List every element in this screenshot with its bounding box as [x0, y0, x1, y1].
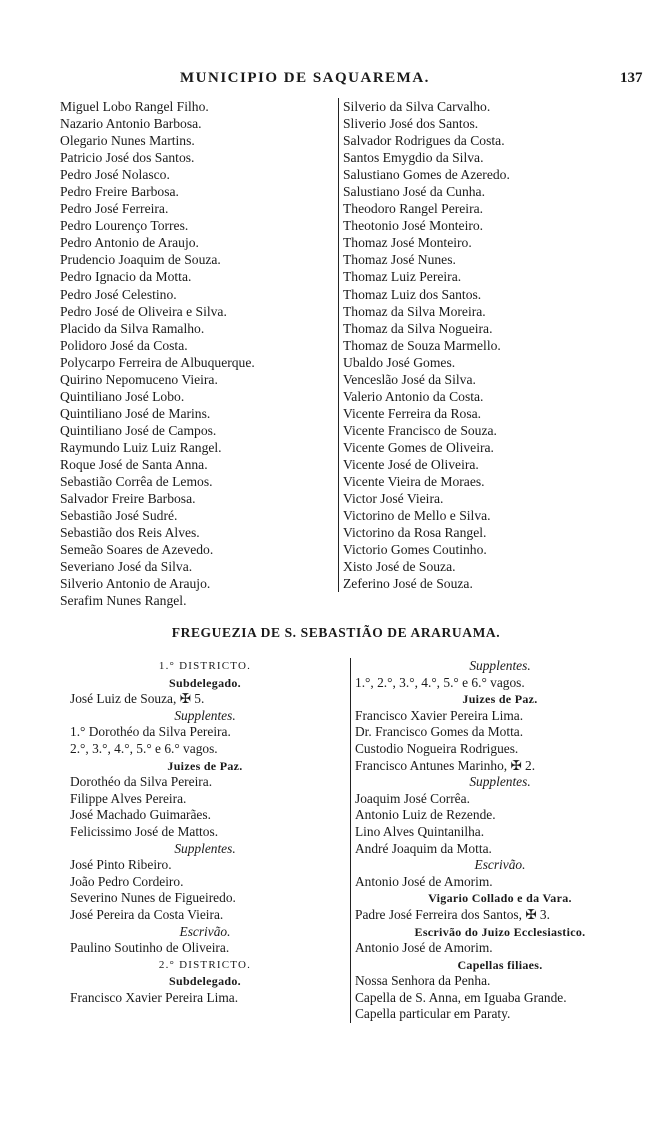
list-item: Capella particular em Paraty. — [355, 1006, 511, 1022]
list-item: Francisco Antunes Marinho, ✠ 2. — [355, 757, 536, 773]
subsection-heading: Supplentes. — [174, 707, 236, 723]
district-heading: 2.° DISTRICTO. — [158, 958, 252, 971]
subsection-heading: Supplentes. — [469, 774, 531, 790]
running-header — [0, 70, 672, 90]
list-item: Vicente Ferreira da Rosa. — [343, 405, 482, 421]
section-heading: Capellas filiaes. — [457, 957, 543, 972]
list-item: Polidoro José da Costa. — [60, 337, 188, 353]
list-item: Victorino de Mello e Silva. — [343, 508, 491, 524]
list-item: Sebastião dos Reis Alves. — [60, 525, 200, 541]
district-column-right — [350, 658, 645, 1023]
section-heading: Subdelegado. — [169, 974, 241, 989]
list-item: Thomaz da Silva Moreira. — [343, 303, 486, 319]
section-title: FREGUEZIA DE S. SEBASTIÃO DE ARARUAMA. — [171, 625, 501, 640]
list-item: Placido da Silva Ramalho. — [60, 320, 205, 336]
list-item: Nossa Senhora da Penha. — [355, 973, 491, 989]
district-heading: 1.° DISTRICTO. — [158, 660, 252, 672]
list-item: Thomaz Luiz dos Santos. — [343, 286, 482, 302]
section-heading: Subdelegado. — [169, 675, 241, 690]
list-item: Theodoro Rangel Pereira. — [343, 201, 484, 217]
list-item: Salvador Freire Barbosa. — [60, 491, 196, 507]
list-item: José Luiz de Souza, ✠ 5. — [70, 691, 205, 707]
list-item: André Joaquim da Motta. — [355, 840, 492, 856]
list-item: Felicissimo José de Mattos. — [70, 823, 219, 839]
names-column-left — [60, 98, 328, 609]
list-item: Raymundo Luiz Luiz Rangel. — [60, 439, 222, 455]
list-item: Thomaz da Silva Nogueira. — [343, 320, 493, 336]
list-item: José Pereira da Costa Vieira. — [70, 906, 224, 922]
list-item: Vicente Vieira de Moraes. — [343, 474, 485, 490]
list-item: Thomaz José Nunes. — [343, 252, 456, 268]
list-item: Francisco Xavier Pereira Lima. — [70, 989, 239, 1005]
list-item: Olegario Nunes Martins. — [60, 133, 195, 149]
list-item: Vicente José de Oliveira. — [343, 456, 479, 472]
list-item: 1.°, 2.°, 3.°, 4.°, 5.° e 6.° vagos. — [355, 674, 525, 690]
names-column-right — [338, 98, 633, 592]
list-item: Victorio Gomes Coutinho. — [343, 542, 487, 558]
list-item: Pedro Antonio de Araujo. — [60, 235, 199, 251]
list-item: Severino Nunes de Figueiredo. — [70, 890, 236, 906]
list-item: Valerio Antonio da Costa. — [343, 388, 484, 404]
list-item: Sebastião José Sudré. — [60, 508, 178, 524]
section-heading: Vigario Collado e da Vara. — [428, 891, 572, 906]
list-item: Quintiliano José Lobo. — [60, 388, 185, 404]
list-item: Salvador Rodrigues da Costa. — [343, 133, 505, 149]
district-column-left — [70, 658, 340, 1006]
list-item: Pedro Ignacio da Motta. — [60, 269, 192, 285]
list-item: Semeão Soares de Azevedo. — [60, 542, 214, 558]
page-header-title: MUNICIPIO DE SAQUAREMA. — [180, 70, 430, 86]
list-item: Silverio Antonio de Araujo. — [60, 576, 211, 592]
list-item: Prudencio Joaquim de Souza. — [60, 252, 221, 268]
list-item: Capella de S. Anna, em Iguaba Grande. — [355, 989, 567, 1005]
list-item: 2.°, 3.°, 4.°, 5.° e 6.° vagos. — [70, 740, 218, 756]
list-item: Pedro José Ferreira. — [60, 201, 169, 217]
list-item: Patricio José dos Santos. — [60, 150, 195, 166]
list-item: Antonio José de Amorim. — [355, 940, 493, 956]
list-item: Venceslão José da Silva. — [343, 371, 476, 387]
list-item: Quintiliano José de Campos. — [60, 422, 217, 438]
list-item: Zeferino José de Souza. — [343, 576, 473, 592]
subsection-heading: Escrivão. — [179, 923, 231, 939]
subsection-heading: Escrivão. — [474, 857, 526, 873]
list-item: Thomaz José Monteiro. — [343, 235, 472, 251]
list-item: Santos Emygdio da Silva. — [343, 150, 484, 166]
list-item: José Pinto Ribeiro. — [70, 857, 172, 873]
list-item: Custodio Nogueira Rodrigues. — [355, 740, 519, 756]
page-number: 137 — [620, 70, 643, 86]
list-item: Antonio Luiz de Rezende. — [355, 807, 496, 823]
list-item: Vicente Gomes de Oliveira. — [343, 439, 494, 455]
list-item: Francisco Xavier Pereira Lima. — [355, 707, 524, 723]
list-item: Lino Alves Quintanilha. — [355, 823, 485, 839]
list-item: Pedro José Celestino. — [60, 286, 177, 302]
list-item: Quintiliano José de Marins. — [60, 405, 211, 421]
list-item: Joaquim José Corrêa. — [355, 790, 470, 806]
subsection-heading: Supplentes. — [174, 840, 236, 856]
list-item: Thomaz de Souza Marmello. — [343, 337, 501, 353]
list-item: Severiano José da Silva. — [60, 559, 193, 575]
list-item: Padre José Ferreira dos Santos, ✠ 3. — [355, 906, 550, 922]
list-item: Quirino Nepomuceno Vieira. — [60, 371, 218, 387]
list-item: Sebastião Corrêa de Lemos. — [60, 474, 213, 490]
list-item: Dr. Francisco Gomes da Motta. — [355, 724, 524, 740]
list-item: Pedro José Nolasco. — [60, 167, 170, 183]
list-item: Pedro José de Oliveira e Silva. — [60, 303, 227, 319]
list-item: Thomaz Luiz Pereira. — [343, 269, 462, 285]
list-item: João Pedro Cordeiro. — [70, 873, 184, 889]
list-item: Nazario Antonio Barbosa. — [60, 116, 202, 132]
list-item: Xisto José de Souza. — [343, 559, 456, 575]
list-item: Polycarpo Ferreira de Albuquerque. — [60, 354, 255, 370]
list-item: Vicente Francisco de Souza. — [343, 422, 497, 438]
list-item: Pedro Freire Barbosa. — [60, 184, 179, 200]
list-item: Victor José Vieira. — [343, 491, 444, 507]
list-item: Salustiano José da Cunha. — [343, 184, 485, 200]
list-item: 1.° Dorothéo da Silva Pereira. — [70, 724, 231, 740]
list-item: Roque José de Santa Anna. — [60, 456, 208, 472]
section-heading: Juizes de Paz. — [462, 692, 538, 707]
list-item: Victorino da Rosa Rangel. — [343, 525, 487, 541]
list-item: Dorothéo da Silva Pereira. — [70, 774, 213, 790]
list-item: Sliverio José dos Santos. — [343, 116, 479, 132]
list-item: Ubaldo José Gomes. — [343, 354, 456, 370]
list-item: Silverio da Silva Carvalho. — [343, 99, 491, 114]
list-item: Salustiano Gomes de Azeredo. — [343, 167, 510, 183]
list-item: Filippe Alves Pereira. — [70, 790, 187, 806]
section-heading: Escrivão do Juizo Ecclesiastico. — [414, 924, 586, 939]
list-item: Miguel Lobo Rangel Filho. — [60, 99, 209, 114]
list-item: Serafim Nunes Rangel. — [60, 593, 187, 609]
section-heading: Juizes de Paz. — [167, 758, 243, 773]
list-item: Paulino Soutinho de Oliveira. — [70, 940, 230, 956]
list-item: Theotonio José Monteiro. — [343, 218, 484, 234]
list-item: Antonio José de Amorim. — [355, 873, 493, 889]
list-item: Pedro Lourenço Torres. — [60, 218, 189, 234]
subsection-heading: Supplentes. — [469, 658, 531, 673]
list-item: José Machado Guimarães. — [70, 807, 211, 823]
